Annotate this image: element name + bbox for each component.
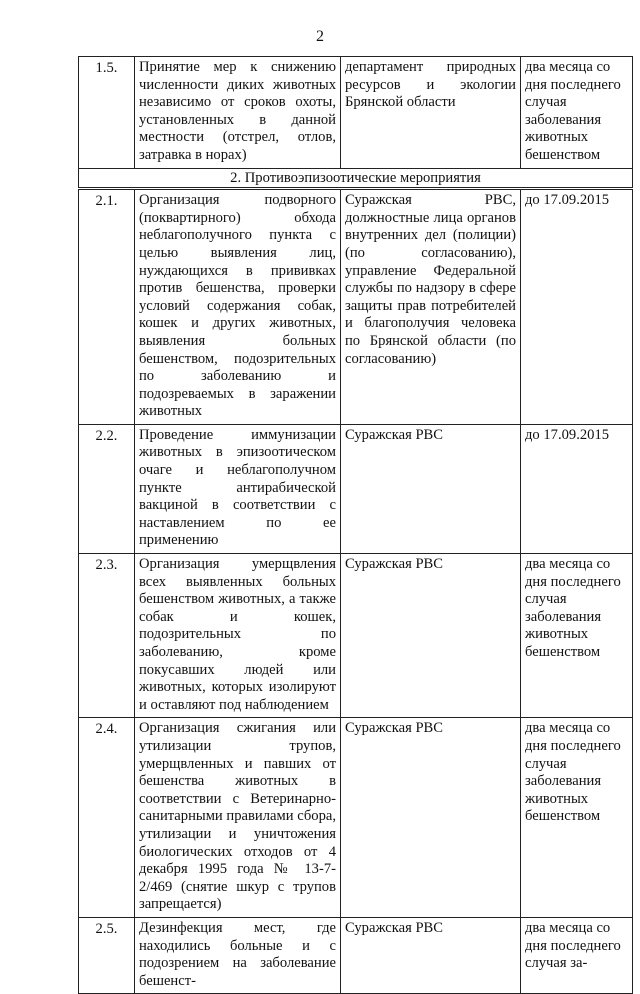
deadline-cell: два месяца со дня последнего случая заболевания животных бешенством [521,57,633,169]
executor-cell: Суражская РВС [341,554,521,718]
measure-cell: Организация умерщвления всех выявленных больных бешенством животных, а также собак и кошек, подозрительных по заболеванию, кроме покусавших людей или животных, которых изолируют и оставляют под наблюдением [135,554,341,718]
deadline-cell: до 17.09.2015 [521,424,633,553]
table-row [79,917,633,993]
measure-cell: Дезинфекция мест, где находились больные и с подозрением на заболевание бешенст- [135,917,341,993]
executor-cell: Суражская РВС, должностные лица органов внутренних дел (полиции) (по согласованию), управление Федеральной службы по надзору в сфере защиты прав потребителей и благополучия человека по Брянской области (по согласованию) [341,189,521,425]
executor-cell: департамент природных ресурсов и экологии Брянской области [341,57,521,169]
executor-cell: Суражская РВС [341,917,521,993]
table-row [79,718,633,918]
table-row [79,554,633,718]
measure-cell: Проведение иммунизации животных в эпизоотическом очаге и неблагополучном пункте антирабической вакциной в соответствии с наставлением по ее применению [135,424,341,553]
deadline-cell: два месяца со дня последнего случая за- [521,917,633,993]
row-number: 1.5. [79,57,135,169]
table-row [79,57,633,169]
deadline-cell: два месяца со дня последнего случая заболевания животных бешенством [521,718,633,918]
table-row [79,424,633,553]
row-number: 2.5. [79,917,135,993]
deadline-cell: два месяца со дня последнего случая заболевания животных бешенством [521,554,633,718]
page-number: 2 [316,28,324,45]
table-row [79,189,633,425]
section-header-row [79,168,633,189]
row-number: 2.4. [79,718,135,918]
row-number: 2.2. [79,424,135,553]
executor-cell: Суражская РВС [341,424,521,553]
measure-cell: Принятие мер к снижению численности диких животных независимо от сроков охоты, установленных в данной местности (отстрел, отлов, затравка в норах) [135,57,341,169]
measures-table [78,56,633,994]
measure-cell: Организация сжигания или утилизации трупов, умерщвленных и павших от бешенства животных в соответствии с Ветеринарно-санитарными правилами сбора, утилизации и уничтожения биологических отходов от 4 декабря 1995 года № 13-7-2/469 (снятие шкур с трупов запрещается) [135,718,341,918]
section-title: 2. Противоэпизоотические мероприятия [79,168,633,189]
measure-cell: Организация подворного (поквартирного) обхода неблагополучного пункта с целью выявления лиц, нуждающихся в прививках против бешенства, проверки условий содержания собак, кошек и других животных, выявления больных бешенством, подозрительных по заболеванию и подозреваемых в заражении животных [135,189,341,425]
executor-cell: Суражская РВС [341,718,521,918]
row-number: 2.3. [79,554,135,718]
row-number: 2.1. [79,189,135,425]
deadline-cell: до 17.09.2015 [521,189,633,425]
